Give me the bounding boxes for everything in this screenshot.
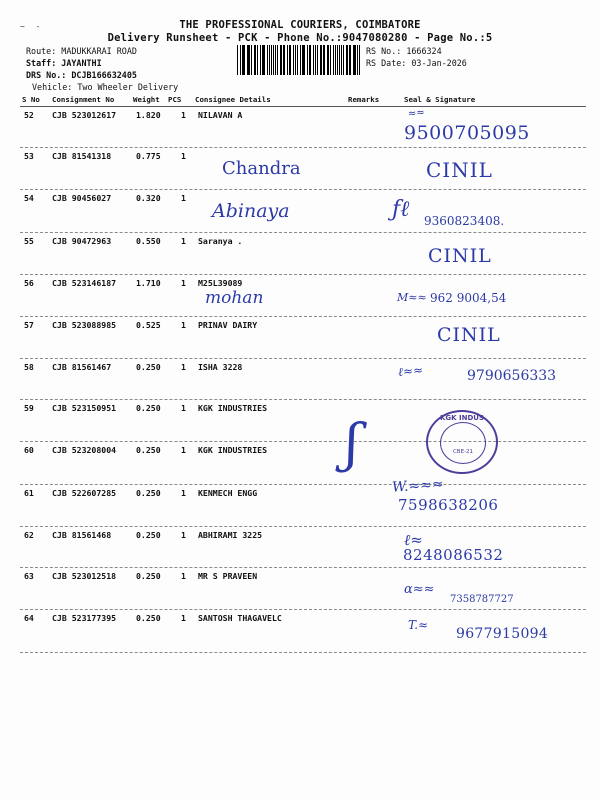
row-sno: 59 — [24, 403, 34, 413]
row-sno: 54 — [24, 193, 34, 203]
company-seal — [426, 410, 498, 474]
row-sno: 58 — [24, 362, 34, 372]
row-sno: 53 — [24, 151, 34, 161]
vehicle-label: Vehicle: Two Wheeler Delivery — [32, 82, 179, 92]
col-remarks: Remarks — [348, 95, 380, 104]
row-pcs: 1 — [181, 278, 186, 288]
row-consignment-no: CJB 523088985 — [52, 320, 117, 330]
hw-53-name: Chandra — [222, 158, 301, 179]
barcode-bar — [353, 45, 354, 75]
row-pcs: 1 — [181, 403, 186, 413]
row-weight: 1.710 — [136, 278, 161, 288]
seal-inner-ring — [440, 422, 486, 464]
hw-54-phone: 9360823408. — [424, 214, 505, 228]
sig-56-scribble: M≈≈ — [397, 291, 427, 304]
row-pcs: 1 — [181, 445, 186, 455]
barcode-bar — [309, 45, 310, 75]
barcode-bar — [327, 45, 328, 75]
row-consignment-no: CJB 523012617 — [52, 110, 117, 120]
barcode-bar — [310, 45, 311, 75]
row-consignment-no: CJB 81561467 — [52, 362, 112, 372]
row-sno: 60 — [24, 445, 34, 455]
row-separator — [20, 484, 586, 485]
col-consignment: Consignment No — [52, 95, 115, 104]
sig-61-scribble: W.≈≈≈ — [391, 476, 445, 496]
row-separator — [20, 567, 586, 568]
row-separator — [20, 189, 586, 190]
row-separator — [20, 358, 586, 359]
row-weight: 0.250 — [136, 571, 161, 581]
hw-62-phone: 8248086532 — [403, 546, 504, 564]
sig-58-scribble: ℓ≈≈ — [397, 362, 424, 380]
barcode-bar — [341, 45, 342, 75]
col-seal: Seal & Signature — [404, 95, 476, 104]
barcode-bar — [242, 45, 243, 75]
row-consignment-no: CJB 523012518 — [52, 571, 117, 581]
row-sno: 56 — [24, 278, 34, 288]
barcode-bar — [347, 45, 348, 75]
barcode-bar — [320, 45, 321, 75]
hw-54-name: Abinaya — [212, 200, 290, 222]
row-weight: 0.525 — [136, 320, 161, 330]
row-separator — [20, 316, 586, 317]
barcode-bar — [307, 45, 308, 75]
row-separator — [20, 399, 586, 400]
barcode-bar — [293, 45, 294, 75]
barcode-bar — [273, 45, 274, 75]
barcode-bar — [271, 45, 272, 75]
barcode-bar — [337, 45, 338, 75]
row-consignment-no: CJB 90456027 — [52, 193, 112, 203]
barcode-bar — [257, 45, 258, 75]
barcode-bar — [328, 45, 329, 75]
barcode-bar — [280, 45, 281, 75]
rs-number: RS No.: 1666324 — [366, 46, 442, 56]
barcode-bar — [357, 45, 358, 75]
barcode-bar — [243, 45, 244, 75]
row-pcs: 1 — [181, 110, 186, 120]
barcode-bar — [335, 45, 336, 75]
barcode-bar — [267, 45, 268, 75]
barcode-bar — [349, 45, 351, 75]
sig-63-scribble: α≈≈ — [404, 582, 435, 597]
staff-label: Staff: JAYANTHI — [26, 58, 102, 68]
row-consignment-no: CJB 523208004 — [52, 445, 117, 455]
row-weight: 0.775 — [136, 151, 161, 161]
row-sno: 63 — [24, 571, 34, 581]
row-weight: 0.250 — [136, 403, 161, 413]
barcode-bar — [317, 45, 318, 75]
barcode-bar — [283, 45, 285, 75]
barcode-bar — [297, 45, 298, 75]
row-consignee: KGK INDUSTRIES — [198, 403, 268, 413]
barcode-bar — [359, 45, 360, 75]
row-pcs: 1 — [181, 151, 186, 161]
drs-label: DRS No.: DCJB166632405 — [26, 70, 137, 80]
barcode-bar — [289, 45, 290, 75]
seal-text: KGK INDUS — [439, 414, 485, 422]
hw-52-phone: 9500705095 — [404, 122, 530, 144]
row-pcs: 1 — [181, 320, 186, 330]
barcode-bar — [321, 45, 322, 75]
hw-61-phone: 7598638206 — [398, 496, 499, 514]
hw-63-phone: 7358787727 — [450, 594, 514, 605]
route-label: Route: MADUKKARAI ROAD — [26, 46, 137, 56]
hw-53-sig: CINIL — [426, 158, 493, 182]
row-weight: 0.250 — [136, 488, 161, 498]
sig-52-scribble: ≈≈ — [407, 107, 426, 120]
barcode-bar — [346, 45, 347, 75]
row-sno: 62 — [24, 530, 34, 540]
col-sno: S No — [22, 95, 40, 104]
row-consignee: NILAVAN A — [198, 110, 243, 120]
barcode-bar — [251, 45, 252, 75]
row-pcs: 1 — [181, 488, 186, 498]
rs-date: RS Date: 03-Jan-2026 — [366, 58, 467, 68]
barcode-bar — [303, 45, 305, 75]
row-pcs: 1 — [181, 236, 186, 246]
barcode-bar — [343, 45, 344, 75]
barcode-bar — [240, 45, 241, 75]
company-title: THE PROFESSIONAL COURIERS, COIMBATORE — [179, 19, 421, 31]
barcode-bar — [277, 45, 278, 75]
row-weight: 0.550 — [136, 236, 161, 246]
barcode-bar — [302, 45, 303, 75]
row-sno: 64 — [24, 613, 34, 623]
barcode-bar — [247, 45, 248, 75]
row-consignment-no: CJB 523177395 — [52, 613, 117, 623]
row-consignment-no: CJB 81541318 — [52, 151, 112, 161]
barcode-bar — [262, 45, 263, 75]
row-separator — [20, 441, 586, 442]
row-weight: 0.250 — [136, 362, 161, 372]
barcode-bar — [237, 45, 238, 75]
hw-55-sig: CINIL — [428, 245, 492, 267]
row-weight: 1.820 — [136, 110, 161, 120]
barcode-bar — [315, 45, 316, 75]
row-pcs: 1 — [181, 571, 186, 581]
header-rule — [20, 106, 586, 107]
sig-59-60-scribble: ʃ — [345, 414, 360, 474]
row-consignee: ISHA 3228 — [198, 362, 243, 372]
barcode-bar — [260, 45, 261, 75]
row-separator — [20, 147, 586, 148]
row-consignment-no: CJB 522607285 — [52, 488, 117, 498]
barcode-bar — [300, 45, 301, 75]
row-sno: 61 — [24, 488, 34, 498]
row-pcs: 1 — [181, 613, 186, 623]
sig-64-scribble: T.≈ — [408, 618, 429, 632]
row-separator — [20, 526, 586, 527]
row-sno: 55 — [24, 236, 34, 246]
hw-64-phone: 9677915094 — [456, 626, 549, 642]
barcode-bar — [254, 45, 255, 75]
row-consignee: Saranya . — [198, 236, 243, 246]
runsheet-subtitle: Delivery Runsheet - PCK - Phone No.:9047080280 - Page No.:5 — [107, 32, 493, 44]
row-consignment-no: CJB 523150951 — [52, 403, 117, 413]
row-consignee: MR S PRAVEEN — [198, 571, 258, 581]
hw-56-phone: 962 9004,54 — [430, 291, 507, 305]
row-separator — [20, 232, 586, 233]
hw-56-name: mohan — [205, 288, 264, 308]
row-separator — [20, 274, 586, 275]
barcode-bar — [287, 45, 288, 75]
row-pcs: 1 — [181, 530, 186, 540]
col-weight: Weight — [133, 95, 160, 104]
row-weight: 0.250 — [136, 613, 161, 623]
row-consignee: KGK INDUSTRIES — [198, 445, 268, 455]
barcode-bar — [330, 45, 331, 75]
barcode-bar — [290, 45, 291, 75]
row-sno: 52 — [24, 110, 34, 120]
row-consignment-no: CJB 81561468 — [52, 530, 112, 540]
barcode-bar — [323, 45, 325, 75]
barcode-bar — [263, 45, 265, 75]
row-separator — [20, 609, 586, 610]
row-pcs: 1 — [181, 362, 186, 372]
barcode-bar — [269, 45, 270, 75]
row-pcs: 1 — [181, 193, 186, 203]
row-sno: 57 — [24, 320, 34, 330]
barcode-bar — [248, 45, 250, 75]
row-consignment-no: CJB 523146187 — [52, 278, 117, 288]
hw-57-sig: CINIL — [437, 324, 501, 346]
row-weight: 0.320 — [136, 193, 161, 203]
barcode-bar — [255, 45, 256, 75]
barcode-bar — [281, 45, 282, 75]
margin-marks: ~ - — [20, 22, 44, 31]
barcode-bar — [275, 45, 276, 75]
sig-62-scribble: ℓ≈ — [404, 531, 423, 549]
barcode-bar — [295, 45, 296, 75]
barcode — [237, 45, 361, 75]
barcode-bar — [339, 45, 340, 75]
row-consignee: M25L39089 — [198, 278, 243, 288]
barcode-bar — [333, 45, 334, 75]
seal-subtext: CBE-21 — [452, 449, 474, 455]
row-separator — [20, 652, 586, 653]
barcode-bar — [313, 45, 314, 75]
row-consignee: KENMECH ENGG — [198, 488, 258, 498]
hw-58-phone: 9790656333 — [467, 368, 557, 384]
row-weight: 0.250 — [136, 530, 161, 540]
row-consignee: ABHIRAMI 3225 — [198, 530, 263, 540]
barcode-bar — [354, 45, 355, 75]
row-consignment-no: CJB 90472963 — [52, 236, 112, 246]
sig-54-scribble: ƒℓ — [392, 197, 410, 222]
col-pcs: PCS — [168, 95, 182, 104]
col-consignee: Consignee Details — [195, 95, 271, 104]
row-consignee: PRINAV DAIRY — [198, 320, 258, 330]
row-consignee: SANTOSH THAGAVELC — [198, 613, 282, 623]
row-weight: 0.250 — [136, 445, 161, 455]
